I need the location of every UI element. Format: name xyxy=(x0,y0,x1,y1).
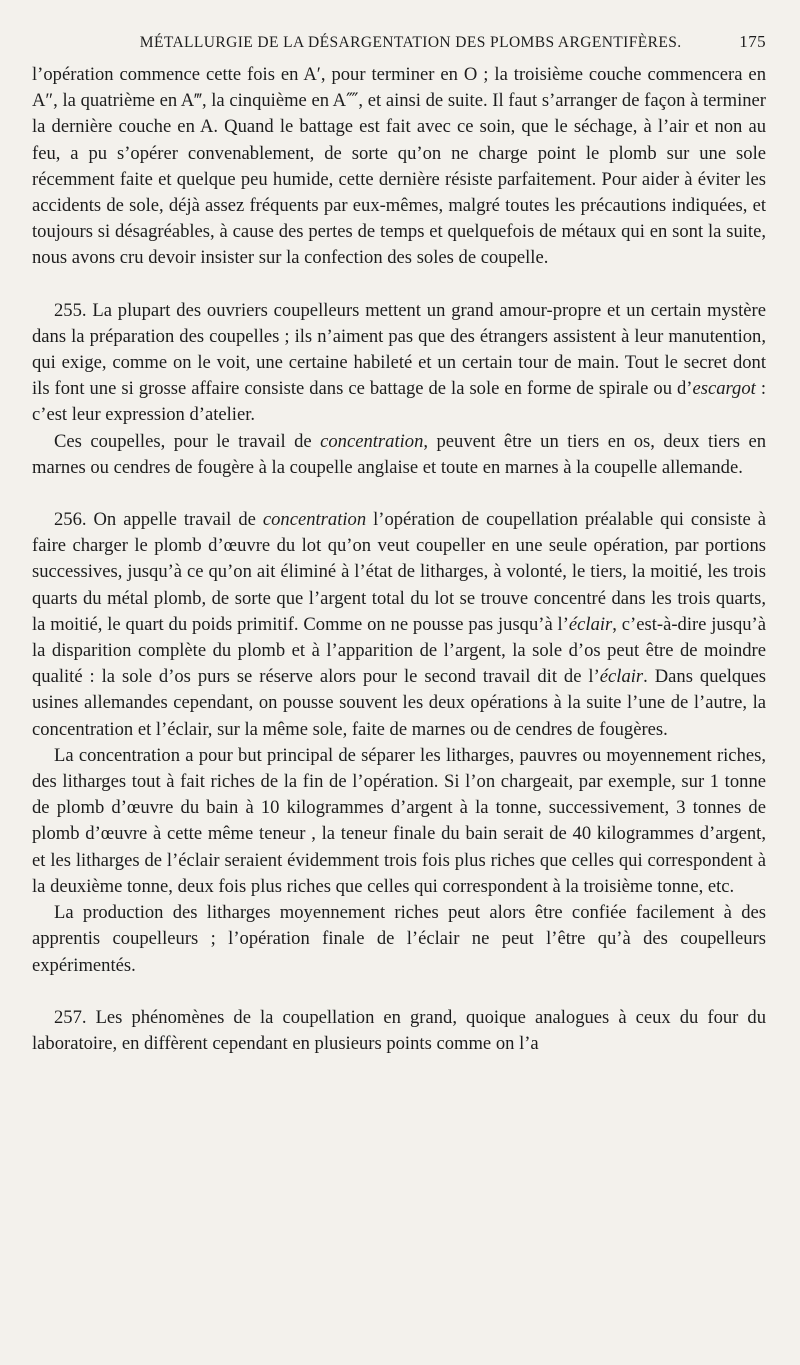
paragraph-continuation: l’opération commence cette fois en A′, pour terminer en O ; la troisième couche commencera en A″, la quatrième en A‴, la cinquième en A⁗, et ainsi de suite. Il faut s’arranger de façon à terminer la dernière couche en A. Quand le battage est fait avec ce soin, que le séchage, à l’air et non au feu, a pu s’opérer convenablement, de sorte qu’on ne charge point le plomb sur une sole récemment faite et quelque peu humide, cette dernière résiste parfaitement. Pour aider à éviter les accidents de sole, déjà assez fréquents par eux-mêmes, malgré toutes les précautions indiquées, et toujours si désagréables, à cause des pertes de temps et quelquefois de métaux qui en sont la suite, nous avons cru devoir insister sur la confection des soles de coupelle. xyxy=(32,64,766,269)
text-run: 255. La plupart des ouvriers coupelleurs mettent un grand amour-propre et un certain mystère dans la préparation des coupelles ; ils n’aiment pas que des étrangers assistent à leur manutention, qui exige, comme on le voit, une certaine habileté et un certain tour de main. Tout le secret dont ils font une si grosse affaire consiste dans ce battage de la sole en forme de spirale ou d’ xyxy=(32,299,766,400)
text-run: : c’est leur expression d’atelier. xyxy=(32,378,766,426)
paragraph-256-production: La production des litharges moyennement riches peut alors être confiée facilement à des apprentis coupelleurs ; l’opération finale de l’éclair ne peut l’être qu’à des coupelleurs expérimentés. xyxy=(32,902,766,976)
section-gap xyxy=(32,979,766,1005)
section-gap xyxy=(32,481,766,507)
italic-term: escargot xyxy=(692,378,756,400)
text-run: Ces coupelles, pour le travail de xyxy=(54,430,321,452)
paragraph-256-concentration: La concentration a pour but principal de séparer les litharges, pauvres ou moyennement riches, des litharges tout à fait riches de la fin de l’opération. Si l’on chargeait, par exemple, sur 1 tonne de plomb d’œuvre du bain à 10 kilogrammes d’argent à la tonne, successivement, 3 tonnes de plomb d’œuvre à cette même teneur , la teneur finale du bain serait de 40 kilogrammes d’argent, et les litharges de l’éclair seraient évidemment trois fois plus riches que celles qui correspondent à la deuxième tonne, deux fois plus riches que celles qui correspondent à la troisième tonne, etc. xyxy=(32,744,766,897)
running-title: MÉTALLURGIE DE LA DÉSARGENTATION DES PLOMBS ARGENTIFÈRES. xyxy=(139,34,682,51)
section-gap xyxy=(32,272,766,298)
text-run: , c’est-à-dire jusqu’à la disparition complète du plomb et à l’apparition de l’argent, la sole d’os peut être de moindre qualité : la sole d’os purs se réserve alors pour le second travail dit de l’ xyxy=(32,613,766,688)
italic-term: éclair xyxy=(599,666,644,688)
text-run: , peuvent être un tiers en os, deux tiers en marnes ou cendres de fougère à la coupelle anglaise et toute en marnes à la coupelle allemande. xyxy=(32,430,766,478)
text-run: . Dans quelques usines allemandes cependant, on pousse souvent les deux opérations à la suite l’une de l’autre, la concentration et l’éclair, sur la même sole, faite de marnes ou de cendres de fougères. xyxy=(32,666,766,740)
text-run: 256. On appelle travail de xyxy=(54,509,263,531)
italic-term: concentration xyxy=(262,509,367,531)
italic-term: concentration xyxy=(320,430,424,452)
paragraph-256 xyxy=(32,507,766,743)
paragraph-257: 257. Les phénomènes de la coupellation en grand, quoique analogues à ceux du four du laboratoire, en diffèrent cependant en plusieurs points comme on l’a xyxy=(32,1006,766,1054)
paragraph-255-continued xyxy=(32,429,766,481)
italic-term: éclair xyxy=(568,613,613,635)
text-run: l’opération de coupellation préalable qui consiste à faire charger le plomb d’œuvre du lot qu’on veut coupeller en une seule opération, par portions successives, jusqu’à ce qu’on ait éliminé à l’état de litharges, à volonté, le tiers, la moitié, les trois quarts du métal plomb, de sorte que l’argent total du lot se trouve concentré dans les trois quarts, la moitié, le quart du poids primitif. Comme on ne pousse pas jusqu’à l’ xyxy=(32,509,766,635)
running-header xyxy=(32,32,766,62)
paragraph-255 xyxy=(32,298,766,429)
page-number: 175 xyxy=(739,32,766,51)
